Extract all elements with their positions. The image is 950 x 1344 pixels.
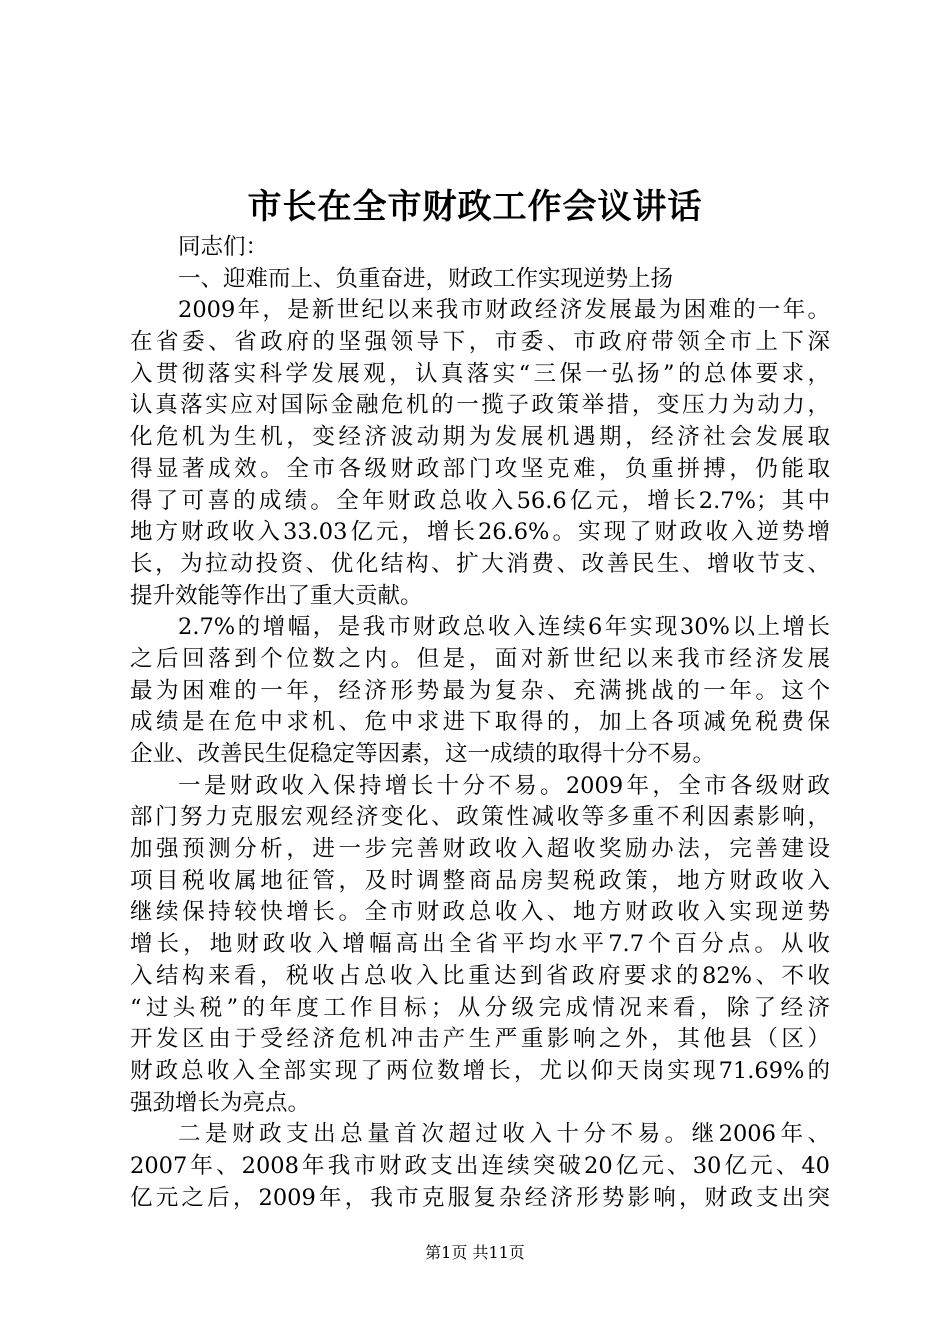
paragraph-line: 部门努力克服宏观经济变化、政策性减收等多重不利因素影响， bbox=[130, 804, 830, 831]
paragraph-line: 2007年、2008年我市财政支出连续突破20亿元、30亿元、40 bbox=[130, 1152, 830, 1179]
salutation-line: 同志们： bbox=[178, 234, 269, 260]
paragraph-line: 一是财政收入保持增长十分不易。2009年，全市各级财政 bbox=[178, 772, 830, 799]
paragraph-line: 地方财政收入33.03亿元，增长26.6%。实现了财政收入逆势增 bbox=[130, 519, 830, 546]
paragraph-line: 认真落实应对国际金融危机的一揽子政策举措，变压力为动力， bbox=[130, 392, 830, 419]
paragraph-line: 得了可喜的成绩。全年财政总收入56.6亿元，增长2.7%；其中 bbox=[130, 487, 830, 514]
paragraph-line: 得显著成效。全市各级财政部门攻坚克难，负重拼搏，仍能取 bbox=[130, 455, 830, 482]
paragraph-line: 2.7%的增幅，是我市财政总收入连续6年实现30%以上增长 bbox=[178, 614, 830, 641]
paragraph-line: 项目税收属地征管，及时调整商品房契税政策，地方财政收入 bbox=[130, 867, 830, 894]
paragraph-line: 财政总收入全部实现了两位数增长，尤以仰天岗实现71.69%的 bbox=[130, 1057, 830, 1084]
paragraph-line: 提升效能等作出了重大贡献。 bbox=[130, 582, 423, 609]
paragraph-line: 亿元之后，2009年，我市克服复杂经济形势影响，财政支出突 bbox=[130, 1184, 830, 1211]
section-heading: 一、迎难而上、负重奋进，财政工作实现逆势上扬 bbox=[178, 265, 674, 292]
paragraph-line: 之后回落到个位数之内。但是，面对新世纪以来我市经济发展 bbox=[130, 645, 830, 672]
paragraph-line: 二是财政支出总量首次超过收入十分不易。继2006年、 bbox=[178, 1121, 830, 1148]
paragraph-line: “过头税”的年度工作目标；从分级完成情况来看，除了经济 bbox=[130, 994, 830, 1021]
paragraph-line: 最为困难的一年，经济形势最为复杂、充满挑战的一年。这个 bbox=[130, 677, 830, 704]
paragraph-line: 增长，地财政收入增幅高出全省平均水平7.7个百分点。从收 bbox=[130, 931, 830, 958]
paragraph-line: 强劲增长为亮点。 bbox=[130, 1089, 311, 1116]
paragraph-line: 加强预测分析，进一步完善财政收入超收奖励办法，完善建设 bbox=[130, 836, 830, 863]
paragraph-line: 在省委、省政府的坚强领导下，市委、市政府带领全市上下深 bbox=[130, 329, 830, 356]
paragraph-line: 入结构来看，税收占总收入比重达到省政府要求的82%、不收 bbox=[130, 962, 830, 989]
page-number: 第1页 共11页 bbox=[425, 1243, 525, 1262]
paragraph-line: 企业、改善民生促稳定等因素，这一成绩的取得十分不易。 bbox=[130, 741, 716, 767]
paragraph-line: 入贯彻落实科学发展观，认真落实“三保一弘扬”的总体要求， bbox=[130, 360, 830, 387]
paragraph-line: 长，为拉动投资、优化结构、扩大消费、改善民生、增收节支、 bbox=[130, 550, 830, 577]
document-title: 市长在全市财政工作会议讲话 bbox=[247, 187, 703, 227]
paragraph-line: 成绩是在危中求机、危中求进下取得的，加上各项减免税费保 bbox=[130, 709, 830, 736]
paragraph-line: 继续保持较快增长。全市财政总收入、地方财政收入实现逆势 bbox=[130, 899, 830, 926]
document-body bbox=[130, 232, 830, 1214]
paragraph-line: 开发区由于受经济危机冲击产生严重影响之外，其他县（区） bbox=[130, 1026, 830, 1053]
paragraph-line: 化危机为生机，变经济波动期为发展机遇期，经济社会发展取 bbox=[130, 424, 830, 451]
paragraph-line: 2009年，是新世纪以来我市财政经济发展最为困难的一年。 bbox=[178, 297, 830, 324]
